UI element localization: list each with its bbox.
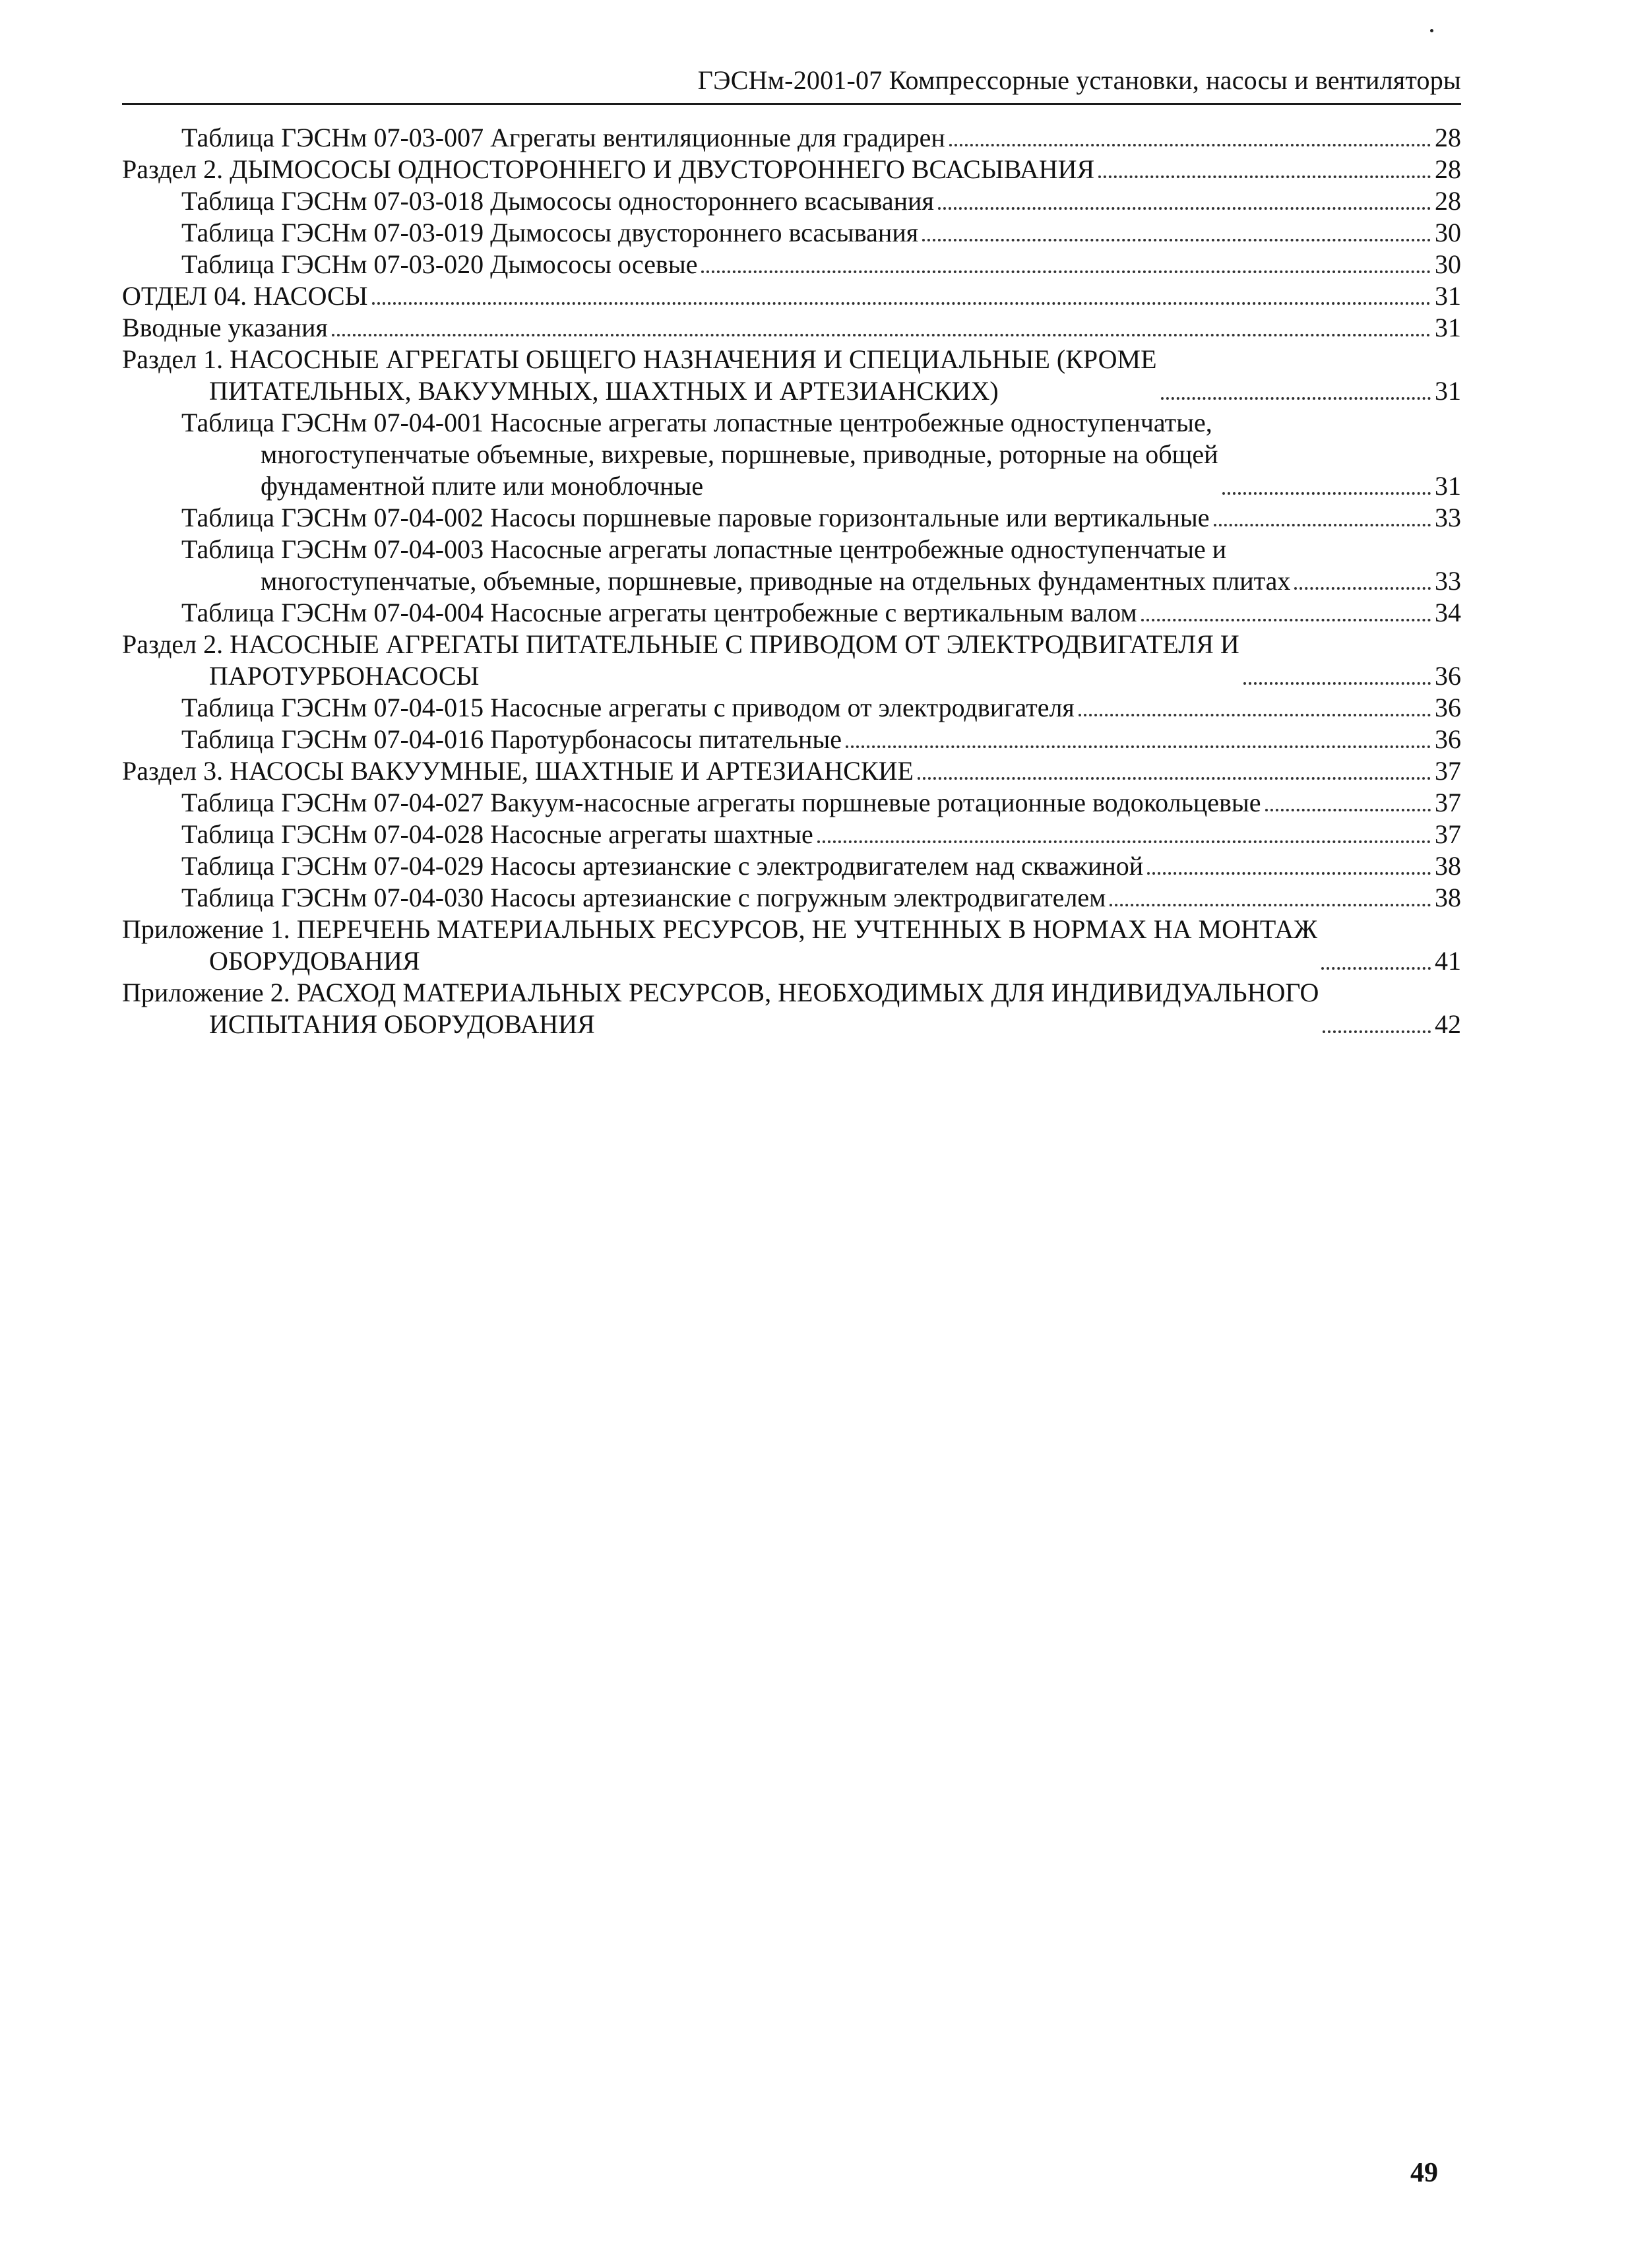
dot-leader: [372, 302, 1431, 305]
toc-entry-line: Таблица ГЭСНм 07-03-007 Агрегаты вентиляционные для градирен: [181, 123, 945, 152]
toc-entry-label: [122, 914, 1317, 977]
toc-entry-page: 37: [1435, 756, 1461, 786]
toc-entry-label: [122, 977, 1319, 1040]
toc-entry-page: 42: [1435, 1009, 1461, 1039]
toc-entry[interactable]: [122, 692, 1461, 724]
toc-entry-line: многоступенчатые объемные, вихревые, поршневые, приводные, роторные на общей: [261, 439, 1218, 469]
toc-entry[interactable]: [122, 280, 1461, 312]
scan-artifact-dot: [1430, 29, 1433, 32]
toc-entry[interactable]: [122, 344, 1461, 407]
toc-entry-label: [181, 850, 1143, 882]
toc-entry-line: ОТДЕЛ 04. НАСОСЫ: [122, 281, 368, 311]
toc-entry[interactable]: [122, 185, 1461, 217]
toc-entry-label: [181, 724, 842, 755]
toc-entry-page: 31: [1435, 376, 1461, 406]
dot-leader: [1141, 619, 1431, 621]
toc-entry-page: 37: [1435, 819, 1461, 849]
toc-entry-page: 31: [1435, 281, 1461, 311]
toc-entry[interactable]: [122, 819, 1461, 850]
toc-entry-line: Таблица ГЭСНм 07-03-018 Дымососы одностороннего всасывания: [181, 186, 934, 216]
toc-entry-page: 28: [1435, 154, 1461, 184]
toc-entry[interactable]: [122, 597, 1461, 629]
toc-entry-line: многоступенчатые, объемные, поршневые, приводные на отдельных фундаментных плитах: [261, 566, 1291, 596]
toc-entry-label: [181, 692, 1075, 724]
toc-entry-line: Раздел 2. ДЫМОСОСЫ ОДНОСТОРОННЕГО И ДВУСТОРОННЕГО ВСАСЫВАНИЯ: [122, 154, 1095, 184]
toc-entry[interactable]: [122, 154, 1461, 185]
toc-entry-line: Таблица ГЭСНм 07-04-029 Насосы артезианские с электродвигателем над скважиной: [181, 851, 1144, 881]
table-of-contents: [122, 122, 1461, 1040]
toc-entry-line: Таблица ГЭСНм 07-03-019 Дымососы двустороннего всасывания: [181, 218, 919, 247]
toc-entry-page: 36: [1435, 693, 1461, 722]
toc-entry-page: 30: [1435, 218, 1461, 247]
toc-entry-page: 36: [1435, 661, 1461, 691]
toc-entry[interactable]: [122, 914, 1461, 977]
document-title: ГЭСНм-2001-07 Компрессорные установки, насосы и вентиляторы: [697, 65, 1461, 95]
toc-entry-label: [181, 882, 1106, 914]
dot-leader: [817, 840, 1431, 843]
toc-entry[interactable]: [122, 407, 1461, 502]
toc-entry-page: 41: [1435, 946, 1461, 976]
toc-entry-label: [181, 819, 813, 850]
toc-entry-label: [122, 154, 1094, 185]
toc-entry-label: [181, 534, 1290, 597]
toc-entry-line: Таблица ГЭСНм 07-04-030 Насосы артезианские с погружным электродвигателем: [181, 883, 1106, 912]
toc-entry-page: 31: [1435, 313, 1461, 342]
toc-entry[interactable]: [122, 787, 1461, 819]
toc-entry[interactable]: [122, 217, 1461, 249]
toc-entry-page: 37: [1435, 788, 1461, 817]
dot-leader: [922, 239, 1431, 241]
dot-leader: [1265, 809, 1431, 811]
dot-leader: [332, 334, 1431, 336]
toc-entry[interactable]: [122, 534, 1461, 597]
toc-entry-line: ПИТАТЕЛЬНЫХ, ВАКУУМНЫХ, ШАХТНЫХ И АРТЕЗИАНСКИХ): [209, 376, 999, 406]
toc-entry-label: [181, 502, 1210, 534]
toc-entry-line: Приложение 1. ПЕРЕЧЕНЬ МАТЕРИАЛЬНЫХ РЕСУРСОВ, НЕ УЧТЕННЫХ В НОРМАХ НА МОНТАЖ: [122, 914, 1318, 944]
toc-entry-line: Таблица ГЭСНм 07-04-028 Насосные агрегаты шахтные: [181, 819, 813, 849]
dot-leader: [918, 777, 1431, 780]
toc-entry-page: 38: [1435, 851, 1461, 881]
toc-entry[interactable]: [122, 850, 1461, 882]
toc-entry[interactable]: [122, 755, 1461, 787]
toc-entry-line: Таблица ГЭСНм 07-04-015 Насосные агрегаты с приводом от электродвигателя: [181, 693, 1075, 722]
dot-leader: [1243, 682, 1431, 685]
toc-entry-line: Таблица ГЭСНм 07-04-016 Паротурбонасосы питательные: [181, 724, 842, 754]
dot-leader: [1294, 587, 1431, 590]
toc-entry-label: [181, 249, 697, 280]
toc-entry-label: [181, 122, 945, 154]
page-number: 49: [1410, 2158, 1438, 2188]
toc-entry-line: Таблица ГЭСНм 07-04-003 Насосные агрегаты лопастные центробежные одноступенчатые и: [181, 534, 1227, 564]
toc-entry[interactable]: [122, 502, 1461, 534]
toc-entry[interactable]: [122, 312, 1461, 344]
dot-leader: [1321, 967, 1431, 970]
toc-entry-page: 33: [1435, 503, 1461, 532]
toc-entry-line: Таблица ГЭСНм 07-04-001 Насосные агрегаты лопастные центробежные одноступенчатые,: [181, 408, 1212, 437]
dot-leader: [949, 144, 1431, 146]
toc-entry-line: Вводные указания: [122, 313, 328, 342]
toc-entry-page: 28: [1435, 123, 1461, 152]
toc-entry-label: [181, 407, 1218, 502]
toc-entry-page: 36: [1435, 724, 1461, 754]
toc-entry-label: [122, 755, 914, 787]
toc-entry-label: [181, 185, 934, 217]
toc-entry-page: 34: [1435, 598, 1461, 627]
dot-leader: [938, 207, 1431, 210]
dot-leader: [701, 270, 1431, 273]
toc-entry-label: [181, 787, 1261, 819]
dot-leader: [1161, 397, 1431, 400]
toc-entry-line: Раздел 3. НАСОСЫ ВАКУУМНЫЕ, ШАХТНЫЕ И АРТЕЗИАНСКИЕ: [122, 756, 914, 786]
toc-entry-label: [181, 217, 918, 249]
toc-entry-line: Таблица ГЭСНм 07-03-020 Дымососы осевые: [181, 249, 698, 279]
toc-entry-page: 33: [1435, 566, 1461, 596]
toc-entry-label: [181, 597, 1137, 629]
toc-entry-line: ОБОРУДОВАНИЯ: [209, 946, 420, 976]
toc-entry[interactable]: [122, 122, 1461, 154]
toc-entry-line: ПАРОТУРБОНАСОСЫ: [209, 661, 480, 691]
toc-entry-label: [122, 629, 1239, 692]
dot-leader: [846, 745, 1431, 748]
toc-entry-label: [122, 312, 328, 344]
toc-entry[interactable]: [122, 249, 1461, 280]
running-header: [122, 58, 1461, 105]
dot-leader: [1079, 714, 1431, 716]
toc-entry-label: [122, 280, 368, 312]
dot-leader: [1098, 175, 1431, 178]
toc-entry-label: [122, 344, 1157, 407]
toc-entry-line: фундаментной плите или моноблочные: [261, 471, 704, 501]
toc-entry-page: 31: [1435, 471, 1461, 501]
toc-entry-line: Раздел 2. НАСОСНЫЕ АГРЕГАТЫ ПИТАТЕЛЬНЫЕ С ПРИВОДОМ ОТ ЭЛЕКТРОДВИГАТЕЛЯ И: [122, 629, 1239, 659]
toc-entry-line: Таблица ГЭСНм 07-04-002 Насосы поршневые паровые горизонтальные или вертикальные: [181, 503, 1210, 532]
toc-entry[interactable]: [122, 882, 1461, 914]
toc-entry-line: Таблица ГЭСНм 07-04-004 Насосные агрегаты центробежные с вертикальным валом: [181, 598, 1137, 627]
toc-entry-line: Раздел 1. НАСОСНЫЕ АГРЕГАТЫ ОБЩЕГО НАЗНАЧЕНИЯ И СПЕЦИАЛЬНЫЕ (КРОМЕ: [122, 344, 1157, 374]
dot-leader: [1222, 492, 1431, 495]
toc-entry-line: Таблица ГЭСНм 07-04-027 Вакуум-насосные агрегаты поршневые ротационные водокольцевые: [181, 788, 1261, 817]
toc-entry-line: Приложение 2. РАСХОД МАТЕРИАЛЬНЫХ РЕСУРСОВ, НЕОБХОДИМЫХ ДЛЯ ИНДИВИДУАЛЬНОГО: [122, 978, 1319, 1007]
toc-entry[interactable]: [122, 724, 1461, 755]
dot-leader: [1323, 1030, 1431, 1033]
toc-entry[interactable]: [122, 977, 1461, 1040]
dot-leader: [1110, 904, 1431, 906]
toc-entry-line: ИСПЫТАНИЯ ОБОРУДОВАНИЯ: [209, 1009, 595, 1039]
dot-leader: [1147, 872, 1431, 875]
dot-leader: [1214, 524, 1431, 526]
toc-entry-page: 30: [1435, 249, 1461, 279]
toc-entry[interactable]: [122, 629, 1461, 692]
toc-entry-page: 38: [1435, 883, 1461, 912]
toc-entry-page: 28: [1435, 186, 1461, 216]
